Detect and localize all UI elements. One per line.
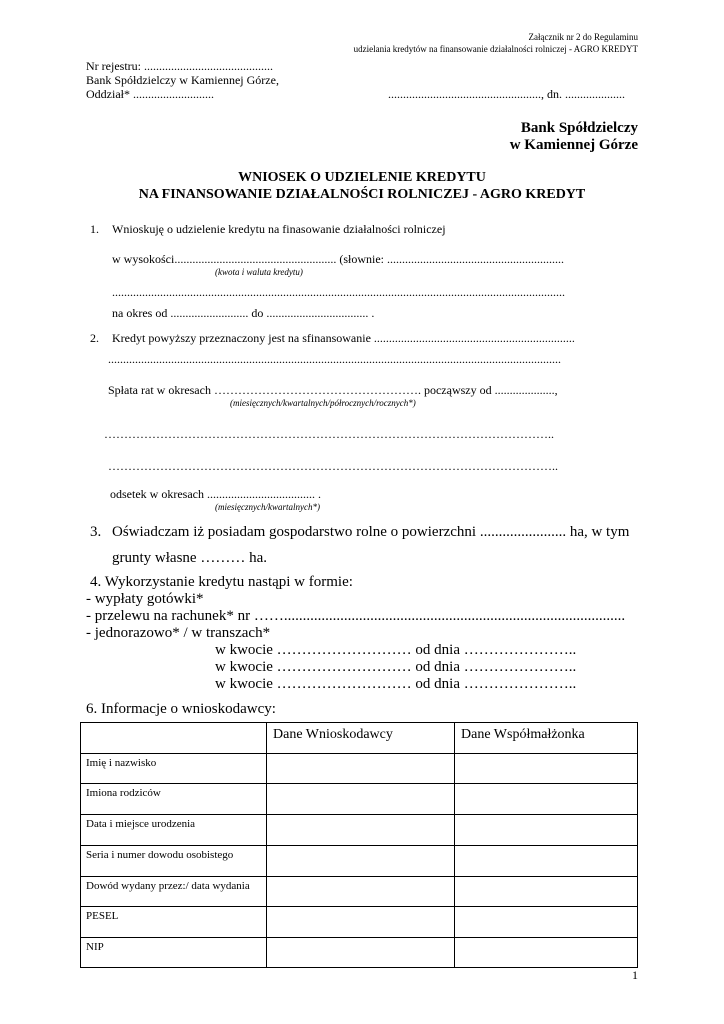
spouse-parents-names-cell[interactable] [455,784,638,815]
section-2-dotted-line-2: ………………………………………………………………………………………………….. [104,427,554,441]
tranche-line: w kwocie ……………………… od dnia ………………….. [215,642,577,658]
row-label-birth-date-place: Data i miejsce urodzenia [81,815,267,846]
spouse-pesel-cell[interactable] [455,907,638,938]
addressee-line-2: w Kamiennej Górze [509,137,638,153]
applicant-full-name-cell[interactable] [267,754,455,784]
document-title-line-2: NA FINANSOWANIE DZIAŁALNOŚCI ROLNICZEJ - AGRO KREDYT [138,187,586,202]
applicant-info-table [80,722,638,968]
table-row [81,815,638,846]
option-transfer: - przelewu na rachunek* nr ……........................................................................................... [86,608,626,624]
loan-amount-hint: (kwota i waluta kredytu) [215,267,303,277]
section-1-number: 1. [90,222,99,236]
interest-line: odsetek w okresach .................................... . [110,487,321,501]
section-2-number: 2. [90,331,99,345]
repayment-line: Spłata rat w okresach ……………………………………………. począwszy od ...................., [108,383,558,397]
spouse-full-name-cell[interactable] [455,754,638,784]
section-2-text: Kredyt powyższy przeznaczony jest na sfinansowanie ................................................................... [112,331,575,345]
applicant-pesel-cell[interactable] [267,907,455,938]
attachment-line-2: udzielania kredytów na finansowanie działalności rolniczej - AGRO KREDYT [353,44,638,54]
tranche-line: w kwocie ……………………… od dnia ………………….. [215,659,577,675]
option-tranches: - jednorazowo* / w transzach* [86,625,271,641]
spouse-id-number-cell[interactable] [455,846,638,877]
document-title-line-1: WNIOSEK O UDZIELENIE KREDYTU [238,170,486,185]
section-2-dotted-line: ....................................................................................................................................................... [108,352,561,366]
applicant-id-number-cell[interactable] [267,846,455,877]
table-header-spouse: Dane Współmałżonka [455,723,638,754]
spouse-nip-cell[interactable] [455,938,638,968]
spouse-id-issuer-cell[interactable] [455,877,638,907]
tranche-line: w kwocie ……………………… od dnia ………………….. [215,676,577,692]
row-label-parents-names: Imiona rodziców [81,784,267,815]
interest-hint: (miesięcznych/kwartalnych*) [215,502,320,512]
table-row [81,877,638,907]
registry-number: Nr rejestru: ........................................... [86,59,273,73]
table-row [81,754,638,784]
applicant-parents-names-cell[interactable] [267,784,455,815]
section-6-title: 6. Informacje o wnioskodawcy: [86,701,276,717]
row-label-full-name: Imię i nazwisko [81,754,267,784]
place-date: ..................................................., dn. .................... [388,87,625,101]
applicant-id-issuer-cell[interactable] [267,877,455,907]
table-header-applicant: Dane Wnioskodawcy [267,723,455,754]
table-row [81,938,638,968]
section-4-title: 4. Wykorzystanie kredytu nastąpi w formie: [90,574,353,590]
applicant-birth-date-place-cell[interactable] [267,815,455,846]
loan-amount-line: w wysokości...................................................... (słownie: ........................................................... [112,252,564,266]
addressee-line-1: Bank Spółdzielczy [520,120,638,136]
table-row [81,784,638,815]
section-1-text: Wnioskuję o udzielenie kredytu na finasowanie działalności rolniczej [112,222,446,236]
applicant-nip-cell[interactable] [267,938,455,968]
section-2-dotted-line-3: ………………………………………………………………………………………………….. [108,459,558,473]
branch: Oddział* ........................... [86,87,214,101]
row-label-pesel: PESEL [81,907,267,938]
row-label-id-number: Seria i numer dowodu osobistego [81,846,267,877]
option-cash: - wypłaty gotówki* [86,591,204,607]
bank-name: Bank Spółdzielczy w Kamiennej Górze, [86,73,279,87]
page-number: 1 [632,968,638,982]
section-3-text-2: grunty własne ……… ha. [112,550,267,566]
section-3-number: 3. [90,524,102,540]
row-label-nip: NIP [81,938,267,968]
table-header-empty [81,723,267,754]
section-3-text: Oświadczam iż posiadam gospodarstwo rolne o powierzchni ....................... ha, w tym [112,524,630,540]
table-row [81,846,638,877]
table-header-row [81,723,638,754]
attachment-line-1: Załącznik nr 2 do Regulaminu [528,32,638,42]
repayment-hint: (miesięcznych/kwartalnych/półrocznych/rocznych*) [230,398,416,408]
table-row [81,907,638,938]
loan-period-line: na okres od .......................... do .................................. . [112,306,375,320]
spouse-birth-date-place-cell[interactable] [455,815,638,846]
section-1-dotted-line: ....................................................................................................................................................... [112,285,565,299]
row-label-id-issuer: Dowód wydany przez:/ data wydania [81,877,267,907]
